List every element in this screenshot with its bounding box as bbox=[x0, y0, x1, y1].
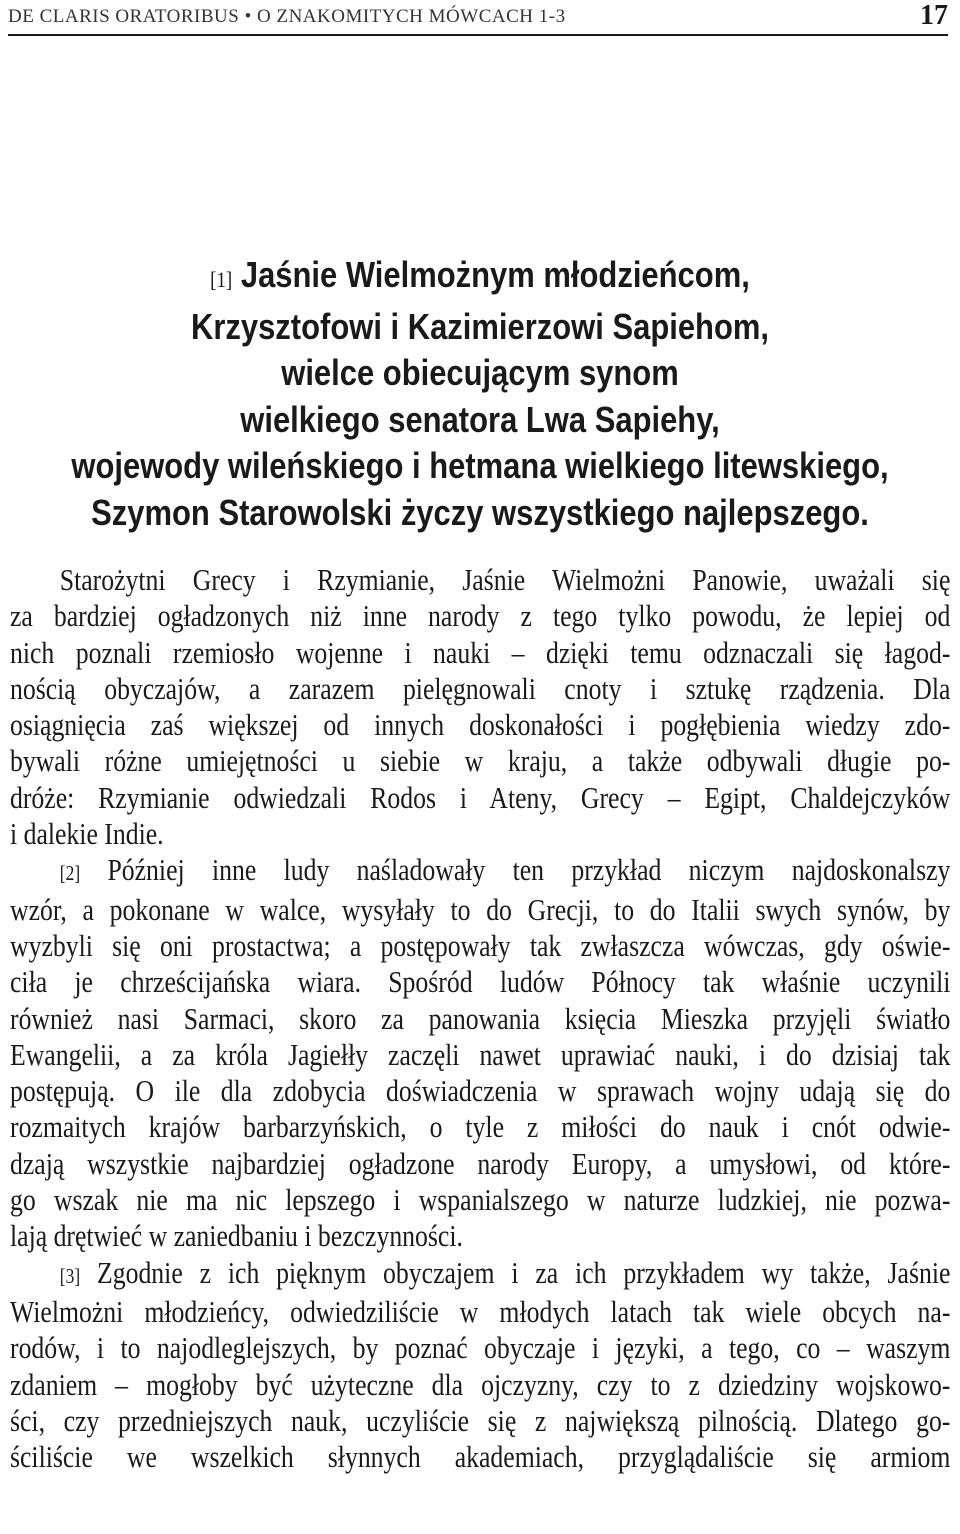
text-line: osiągnięcia zaś większej od innych doskonałości i pogłębienia wiedzy zdo- bbox=[10, 707, 951, 743]
dedication-line: Krzysztofowi i Kazimierzowi Sapiehom, bbox=[190, 305, 770, 347]
page-number: 17 bbox=[920, 0, 948, 31]
text-line bbox=[10, 1255, 950, 1294]
paragraph-3 bbox=[10, 1255, 950, 1476]
dedication-line bbox=[67, 252, 893, 304]
text-line-content: Zgodnie z ich pięknym obyczajem i za ich przykładem wy także, Jaśnie bbox=[96, 1254, 951, 1290]
body-text bbox=[10, 562, 950, 1475]
dedication-line: wielce obiecującym synom bbox=[281, 352, 679, 393]
paragraph-2 bbox=[10, 852, 950, 1254]
text-line: go wszak nie ma nic lepszego i wspanialszego w naturze ludzkiej, nie pozwa- bbox=[10, 1182, 951, 1218]
text-line-content: Później inne ludy naśladowały ten przykład niczym najdoskonalszy bbox=[107, 852, 951, 888]
text-line: również nasi Sarmaci, skoro za panowania księcia Mieszka przyjęli światło bbox=[10, 1000, 951, 1036]
text-line: Starożytni Grecy i Rzymianie, Jaśnie Wielmożni Panowie, uważali się bbox=[59, 562, 951, 597]
dedication-line: wojewody wileńskiego i hetmana wielkiego litewskiego, bbox=[71, 445, 889, 486]
section-marker: [3] bbox=[59, 1263, 81, 1288]
text-line: dzają wszystkie najbardziej ogładzone narody Europy, a umysłowi, od które- bbox=[10, 1145, 951, 1181]
section-marker: [1] bbox=[210, 267, 233, 292]
text-line bbox=[10, 852, 950, 891]
text-line: nich poznali rzemiosło wojenne i nauki – dzięki temu odznaczali się łagod- bbox=[10, 634, 951, 670]
text-line: postępują. O ile dla zdobycia doświadczenia w sprawach wojny udają się do bbox=[10, 1073, 951, 1109]
text-line: Ewangelii, a za króla Jagiełły zaczęli nawet uprawiać nauki, i do dzisiaj tak bbox=[10, 1036, 951, 1072]
text-line: Wielmożni młodzieńcy, odwiedziliście w młodych latach tak wiele obcych na- bbox=[10, 1293, 951, 1329]
text-line: nością obyczajów, a zarazem pielęgnowali cnoty i sztukę rządzenia. Dla bbox=[10, 670, 951, 706]
paragraph-1 bbox=[10, 562, 950, 852]
dedication-line: wielkiego senatora Lwa Sapiehy, bbox=[240, 398, 720, 440]
dedication-line: Szymon Starowolski życzy wszystkiego najlepszego. bbox=[91, 491, 869, 533]
text-line: i dalekie Indie. bbox=[10, 816, 164, 852]
dedication-line-text: Jaśnie Wielmożnym młodzieńcom, bbox=[240, 254, 750, 295]
text-line: wyzbyli się oni prostactwa; a postępowały tak zwłaszcza wówczas, gdy oświe- bbox=[10, 927, 951, 963]
text-line: za bardziej ogładzonych niż inne narody z tego tylko powodu, że lepiej od bbox=[10, 598, 951, 634]
text-line: ciła je chrześcijańska wiara. Spośród ludów Północy tak właśnie uczynili bbox=[10, 964, 951, 1000]
text-line: wzór, a pokonane w walce, wysyłały to do Grecji, to do Italii swych synów, by bbox=[10, 891, 951, 927]
text-line: bywali różne umiejętności u siebie w kraju, a także odbywali długie po- bbox=[10, 743, 951, 779]
dedication-block bbox=[67, 252, 893, 536]
text-line: rodów, i to najodleglejszych, by poznać obyczaje i języki, a tego, co – waszym bbox=[10, 1330, 951, 1366]
text-line: lają drętwieć w zaniedbaniu i bezczynności. bbox=[10, 1218, 463, 1254]
text-line: rozmaitych krajów barbarzyńskich, o tyle z miłości do nauk i cnót odwie- bbox=[10, 1109, 951, 1145]
running-header bbox=[8, 0, 948, 36]
running-title: DE CLARIS ORATORIBUS • O ZNAKOMITYCH MÓWCACH 1-3 bbox=[8, 6, 566, 27]
section-marker: [2] bbox=[59, 861, 81, 886]
text-line: ści, czy przedniejszych nauk, uczyliście się z największą pilnością. Dlatego go- bbox=[10, 1402, 951, 1438]
text-line: dróże: Rzymianie odwiedzali Rodos i Ateny, Grecy – Egipt, Chaldejczyków bbox=[10, 779, 951, 815]
text-line: ściliście we wszelkich słynnych akademiach, przyglądaliście się armiom bbox=[10, 1439, 951, 1475]
text-line: zdaniem – mogłoby być użyteczne dla ojczyzny, czy to z dziedziny wojskowo- bbox=[10, 1366, 951, 1402]
